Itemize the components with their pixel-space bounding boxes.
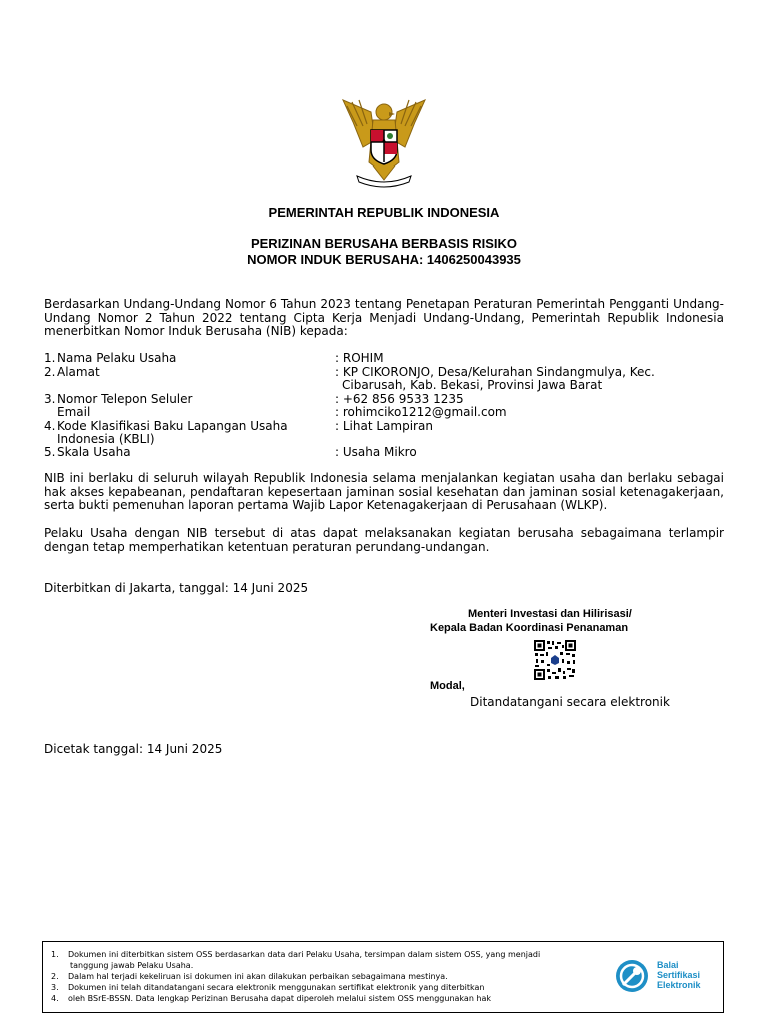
- issued-date: Diterbitkan di Jakarta, tanggal: 14 Juni 2025: [44, 581, 309, 595]
- field-number: 2.: [44, 365, 56, 379]
- printed-date: Dicetak tanggal: 14 Juni 2025: [44, 742, 223, 756]
- signatory-title-line2: Kepala Badan Koordinasi Penanaman: [430, 622, 629, 634]
- field-label-kbli: Kode Klasifikasi Baku Lapangan Usaha: [57, 419, 288, 433]
- field-label-name: Nama Pelaku Usaha: [57, 351, 177, 365]
- nib-number: NOMOR INDUK BERUSAHA: 1406250043935: [247, 252, 521, 267]
- footnote-text: Dalam hal terjadi kekeliruan isi dokumen ini akan dilakukan perbaikan sebagaimana mestinya.: [68, 972, 448, 981]
- field-label-kbli-line2: Indonesia (KBLI): [57, 432, 155, 446]
- field-label-email: Email: [57, 405, 91, 419]
- signatory-title-line3: Modal,: [430, 680, 465, 692]
- field-value-email: : rohimciko1212@gmail.com: [335, 405, 507, 419]
- field-value-address-line2: Cibarusah, Kab. Bekasi, Provinsi Jawa Barat: [342, 378, 603, 392]
- footnote-text: oleh BSrE-BSSN. Data lengkap Perizinan Berusaha dapat diperoleh melalui sistem OSS menggunakan hak: [68, 994, 492, 1003]
- qr-code-icon: [533, 639, 577, 681]
- bsre-logo-text: [657, 960, 701, 990]
- intro-paragraph: Berdasarkan Undang-Undang Nomor 6 Tahun 2023 tentang Penetapan Peraturan Pemerintah Pengganti Undang-Undang Nomor 2 Tahun 2022 tentang Cipta Kerja Menjadi Undang-Undang, Pemerintah Republik Indonesia menerbitkan Nomor Induk Berusaha (NIB) kepada:: [44, 297, 724, 339]
- footnote-number: 1.: [51, 950, 59, 959]
- bsre-line1: Balai: [657, 960, 679, 970]
- permission-paragraph: Pelaku Usaha dengan NIB tersebut di atas dapat melaksanakan kegiatan berusaha sebagaimana terlampir dengan tetap memperhatikan ketentuan peraturan perundang-undangan.: [44, 526, 724, 554]
- footnote-number: 2.: [51, 972, 59, 981]
- bsre-logo-icon: [615, 959, 649, 993]
- footnote-number: 3.: [51, 983, 59, 992]
- garuda-emblem-icon: [333, 92, 435, 190]
- electronic-signature-note: Ditandatangani secara elektronik: [470, 695, 670, 709]
- footnote-number: 4.: [51, 994, 59, 1003]
- government-name: PEMERINTAH REPUBLIK INDONESIA: [268, 205, 500, 220]
- validity-paragraph: NIB ini berlaku di seluruh wilayah Republik Indonesia selama menjalankan kegiatan usaha dan berlaku sebagai hak akses kepabeanan, pendaftaran kepesertaan jaminan sosial kesehatan dan jaminan sosial ketenagakerjaan, serta bukti pemenuhan laporan pertama Wajib Lapor Ketenagakerjaan di Perusahaan (WLKP).: [44, 471, 724, 513]
- field-number: 1.: [44, 351, 56, 365]
- field-value-name: : ROHIM: [335, 351, 384, 365]
- field-number: 3.: [44, 392, 56, 406]
- bsre-line3: Elektronik: [657, 980, 701, 990]
- document-title: PERIZINAN BERUSAHA BERBASIS RISIKO: [250, 236, 518, 251]
- footnote-text: Dokumen ini diterbitkan sistem OSS berdasarkan data dari Pelaku Usaha, tersimpan dalam sistem OSS, yang menjadi: [68, 950, 541, 959]
- field-label-phone: Nomor Telepon Seluler: [57, 392, 193, 406]
- field-label-address: Alamat: [57, 365, 100, 379]
- signatory-title-line1: Menteri Investasi dan Hilirisasi/: [468, 608, 632, 620]
- footnote-text-continued: tanggung jawab Pelaku Usaha.: [70, 961, 194, 970]
- footnote-text: Dokumen ini telah ditandatangani secara elektronik menggunakan sertifikat elektronik yang diterbitkan: [68, 983, 485, 992]
- field-value-phone: : +62 856 9533 1235: [335, 392, 464, 406]
- field-number: 4.: [44, 419, 56, 433]
- field-label-scale: Skala Usaha: [57, 445, 131, 459]
- bsre-line2: Sertifikasi: [657, 970, 701, 980]
- field-value-scale: : Usaha Mikro: [335, 445, 417, 459]
- field-value-kbli: : Lihat Lampiran: [335, 419, 433, 433]
- field-number: 5.: [44, 445, 56, 459]
- field-value-address: : KP CIKORONJO, Desa/Kelurahan Sindangmulya, Kec.: [335, 365, 655, 379]
